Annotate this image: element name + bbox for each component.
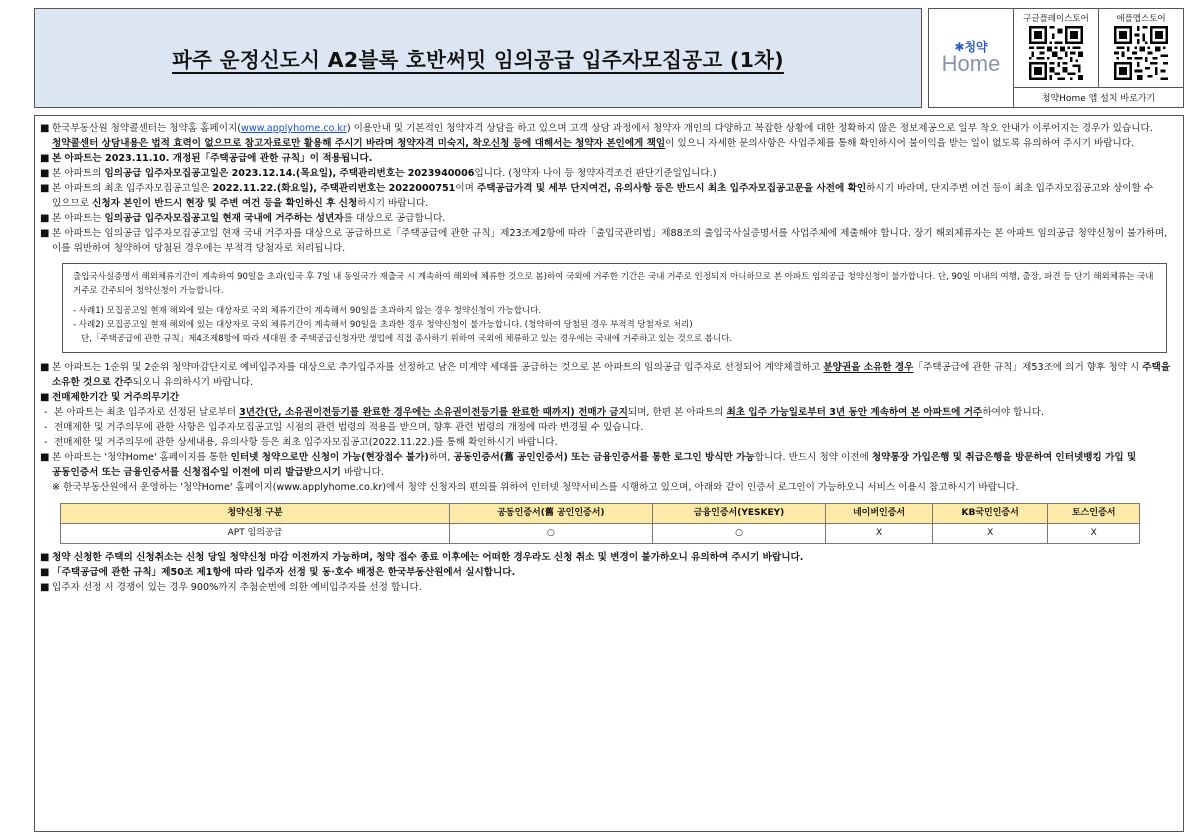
notice-item-callcenter: ■ 한국부동산원 청약콜센터는 청약홈 홈페이지(www.applyhome.co.kr) 이용안내 및 기본적인 청약자격 상담을 하고 있으며 고객 상담 과정에서 청약자 개인의 다양하고 복잡한 상황에 대한 정확하지 않은 정보제공으로 일부 착오 안내가 이루어지는 경우가 있습니다. 청약콜센터 상담내용은 법적 효력이 없으므로 참고자료로만 활용해 주시기 바라며 청약자격 미숙지, 착오신청 등에 대해서는 청약자 본인에게 책임이 있으니 자세한 문의사항은 사업주체를 통해 확인하시어 불이익을 받는 일이 없도록 유의하여 주시기 바랍니다. [40, 123, 1153, 149]
square-bullet-icon: ■ [40, 228, 50, 239]
notice-item-selection: ■ 「주택공급에 관한 규칙」제50조 제1항에 따라 입주자 선정 및 동·호수 배정은 한국부동산원에서 실시합니다. [40, 567, 516, 578]
square-bullet-icon: ■ [40, 452, 50, 463]
logo-top-text: 청약 [964, 40, 988, 54]
table-cell: X [932, 524, 1048, 544]
table-cell: X [826, 524, 933, 544]
table-header-cell: KB국민인증서 [932, 504, 1048, 524]
notice-item-rule: ■ 본 아파트는 2023.11.10. 개정된「주택공급에 관한 규칙」이 적용됩니다. [40, 153, 373, 164]
notice-item-certificate-info: ※ 한국부동산원에서 운영하는 '청약Home' 홈페이지(www.applyhome.co.kr)에서 청약 신청자의 편의를 위하여 인터넷 청약서비스를 시행하고 있으며, 아래와 같이 인증서 로그인이 가능하오니 서비스 이용시 참고하시기 바랍니다. [52, 482, 1019, 493]
notice-item-residency: ■ 본 아파트는 임의공급 입주자모집공고일 현재 국내 거주자를 대상으로 공급하므로「주택공급에 관한 규칙」제23조제2항에 따라「출입국관리법」제88조의 출입국사실증명서를 사업주체에 제출해야 합니다. 장기 해외체류자는 본 아파트 임의공급 청약신청이 불가하며, 이를 위반하여 청약하여 당첨된 경우에는 부적격 당첨자로 처리됩니다. [40, 228, 1168, 254]
title-banner [34, 8, 922, 108]
table-header-cell: 공동인증서(舊 공인인증서) [450, 504, 653, 524]
qr-code-icon [1029, 26, 1083, 80]
square-bullet-icon: ■ [40, 567, 50, 578]
square-bullet-icon: ■ [40, 552, 50, 563]
certificate-table [60, 503, 1140, 544]
table-cell: ○ [652, 524, 825, 544]
square-bullet-icon: ■ [40, 362, 50, 373]
table-header-cell: 청약신청 구분 [61, 504, 450, 524]
table-header-cell: 금융인증서(YESKEY) [652, 504, 825, 524]
notice-item-online-only: ■ 본 아파트는 '청약Home' 홈페이지를 통한 인터넷 청약으로만 신청이 가능(현장접수 불가)하며, 공동인증서(舊 공인인증서) 또는 금융인증서를 통한 로그인 방식만 가능합니다. 반드시 청약 이전에 청약통장 가입은행 및 취급은행을 방문하여 인터넷뱅킹 가입 및 공동인증서 또는 금융인증서를 신청접수일 이전에 미리 발급받으시기 바랍니다. [40, 452, 1137, 478]
table-row [61, 524, 1140, 544]
notice-item-first-announce: ■ 본 아파트의 최초 입주자모집공고일은 2022.11.22.(화요일), 주택관리번호는 2022000751이며 주택공급가격 및 세부 단지여건, 유의사항 등은 반드시 최초 입주자모집공고문을 사전에 확인하시기 바라며, 단지주변 여건 등이 최초 입주자모집공고와 상이할 수 있으므로 신청자 본인이 반드시 현장 및 주변 여건 등을 확인하신 후 신청하시기 바랍니다. [40, 183, 1154, 209]
notice-item-announce-date: ■ 본 아파트의 임의공급 입주자모집공고일은 2023.12.14.(목요일), 주택관리번호는 2023940006입니다. (청약자 나이 등 청약자격조건 판단기준일입니다.) [40, 168, 717, 179]
residency-note-box [62, 263, 1167, 353]
note-text: 출입국사실증명서 해외체류기간이 계속하여 90일을 초과(입국 후 7일 내 동일국가 재출국 시 계속하여 해외에 체류한 것으로 봄)하여 국외에 거주한 기간은 국내 거주로 인정되지 아니하므로 본 아파트 임의공급 청약신청이 불가합니다. 단, 90일 이내의 여행, 출장, 파견 등 단기 해외체류는 국내거주로 간주되어 청약신청이 가능합니다. [73, 272, 1154, 296]
notice-item-cancellation: ■ 청약 신청한 주택의 신청취소는 신청 당일 청약신청 마감 이전까지 가능하며, 청약 접수 종료 이후에는 어떠한 경우라도 신청 취소 및 변경이 불가하오니 유의하여 주시기 바랍니다. [40, 552, 804, 563]
page-title: 파주 운정신도시 A2블록 호반써밋 임의공급 입주자모집공고 (1차) [172, 48, 784, 72]
resale-detail-1: - 본 아파트는 최초 입주자로 선정된 날로부터 3년간(단, 소유권이전등기를 완료한 경우에는 소유권이전등기를 완료한 때까지) 전매가 금지되며, 한편 본 아파트의 최초 입주 가능일로부터 3년 동안 계속하여 본 아파트에 거주하여야 합니다. [44, 407, 1045, 418]
note-case-2: - 사례2) 모집공고일 현재 해외에 있는 대상자로 국외 체류기간이 계속해서 90일을 초과한 경우 청약신청이 불가능합니다. (청약하여 당첨된 경우 부적격 당첨자로 처리) [73, 320, 693, 330]
square-bullet-icon: ■ [40, 123, 50, 134]
apple-store-qr-cell[interactable] [1099, 9, 1183, 88]
table-cell: X [1048, 524, 1140, 544]
resale-detail-3: - 전매제한 및 거주의무에 관한 상세내용, 유의사항 등은 최초 입주자모집공고(2022.11.22.)를 통해 확인하시기 바랍니다. [44, 437, 558, 448]
square-bullet-icon: ■ [40, 153, 50, 164]
google-play-qr-cell[interactable] [1014, 9, 1099, 88]
apple-store-label: 애플앱스토어 [1116, 14, 1166, 24]
note-exception: 단,「주택공급에 관한 규칙」제4조제8항에 따라 세대원 중 주택공급신청자만 생업에 직접 종사하기 위하여 국외에 체류하고 있는 경우에는 국내에 거주하고 있는 것으로 봅니다. [81, 334, 733, 344]
logo-home-text: Home [941, 51, 1001, 76]
app-download-box [928, 8, 1184, 108]
notice-item-eligibility: ■ 본 아파트는 임의공급 입주자모집공고일 현재 국내에 거주하는 성년자를 대상으로 공급합니다. [40, 213, 446, 224]
table-header-cell: 네이버인증서 [826, 504, 933, 524]
square-bullet-icon: ■ [40, 582, 50, 593]
notice-item-resale-restriction: ■ 전매제한기간 및 거주의무기간 [40, 392, 180, 403]
applyhome-logo[interactable] [929, 9, 1014, 107]
resale-detail-2: - 전매제한 및 거주의무에 관한 사항은 입주자모집공고일 시점의 관련 법령의 적용을 받으며, 향후 관련 법령의 개정에 따라 변경될 수 있습니다. [44, 422, 644, 433]
square-bullet-icon: ■ [40, 168, 50, 179]
square-bullet-icon: ■ [40, 183, 50, 194]
notice-item-unsold-units: ■ 본 아파트는 1순위 및 2순위 청약마감단지로 예비입주자를 대상으로 추가입주자를 선정하고 남은 미계약 세대를 공급하는 것으로 본 아파트의 임의공급 입주자로 선정되어 계약체결하고 분양권을 소유한 경우「주택공급에 관한 규칙」제53조에 의거 향후 청약 시 주택을 소유한 것으로 간주되오니 유의하시기 바랍니다. [40, 362, 1171, 388]
table-header-row [61, 504, 1140, 524]
table-cell: APT 임의공급 [61, 524, 450, 544]
qr-code-icon [1114, 26, 1168, 80]
app-install-link[interactable]: 청약Home 앱 설치 바로가기 [1041, 94, 1156, 104]
notice-body [34, 115, 1184, 832]
star-icon: ✱ [954, 40, 965, 54]
google-play-label: 구글플레이스토어 [1023, 14, 1089, 24]
square-bullet-icon: ■ [40, 213, 50, 224]
table-header-cell: 토스인증서 [1048, 504, 1140, 524]
note-case-1: - 사례1) 모집공고일 현재 해외에 있는 대상자로 국외 체류기간이 계속해서 90일을 초과하지 않는 경우 청약신청이 가능합니다. [73, 306, 542, 316]
notice-item-waitlist: ■ 입주자 선정 시 경쟁이 있는 경우 900%까지 추첨순번에 의한 예비입주자를 선정 합니다. [40, 582, 422, 593]
applyhome-link[interactable]: www.applyhome.co.kr [240, 123, 347, 134]
table-cell: ○ [450, 524, 653, 544]
square-bullet-icon: ■ [40, 392, 50, 403]
